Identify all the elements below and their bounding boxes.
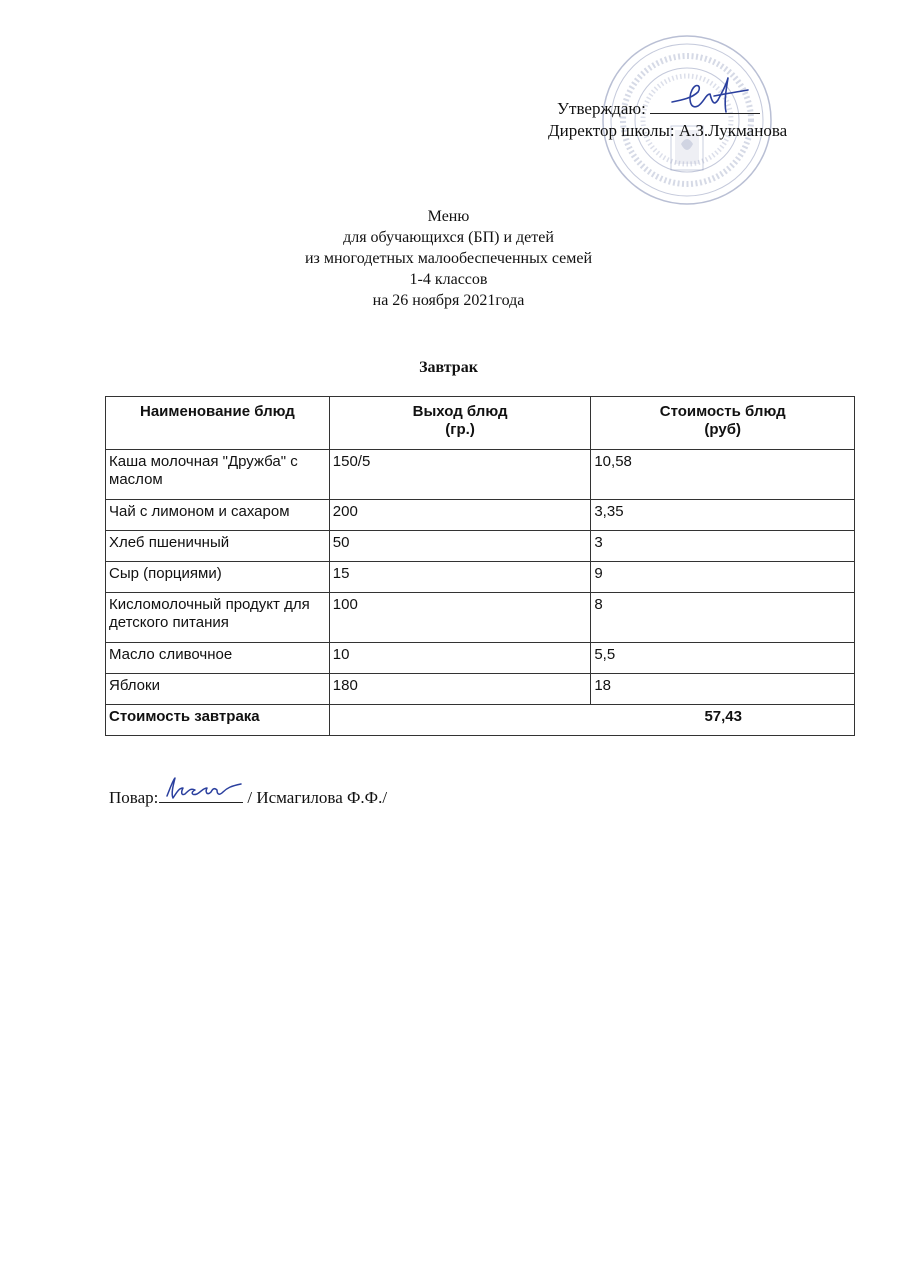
header-cost-text: Стоимость блюд xyxy=(659,403,786,420)
header-yield-text: Выход блюд xyxy=(412,403,508,420)
table-row xyxy=(106,593,855,643)
total-row xyxy=(106,705,855,736)
dish-name: Сыр (порциями) xyxy=(106,562,330,593)
heading-grades: 1-4 классов xyxy=(409,271,488,288)
dish-yield: 10 xyxy=(329,643,591,674)
menu-table xyxy=(105,396,855,736)
table-row xyxy=(106,674,855,705)
dish-cost: 10,58 xyxy=(591,450,855,500)
dish-cost: 9 xyxy=(591,562,855,593)
total-value: 57,43 xyxy=(329,705,854,736)
dish-name: Масло сливочное xyxy=(106,643,330,674)
table-row xyxy=(106,531,855,562)
dish-name: Чай с лимоном и сахаром xyxy=(106,500,330,531)
dish-name: Кисломолочный продукт для детского питания xyxy=(106,593,330,643)
cook-label: Повар: xyxy=(109,788,159,807)
dish-yield: 15 xyxy=(329,562,591,593)
heading-families: из многодетных малообеспеченных семей xyxy=(304,250,593,267)
dish-cost: 3,35 xyxy=(591,500,855,531)
dish-cost: 5,5 xyxy=(591,643,855,674)
dish-cost: 8 xyxy=(591,593,855,643)
heading-date: на 26 ноября 2021года xyxy=(372,292,525,309)
dish-name: Яблоки xyxy=(106,674,330,705)
header-cost-unit: (руб) xyxy=(704,421,741,438)
dish-name: Каша молочная "Дружба" с маслом xyxy=(106,450,330,500)
heading-title: Меню xyxy=(427,208,470,225)
approve-label: Утверждаю: xyxy=(557,99,646,118)
cook-signature-line xyxy=(159,784,243,803)
heading-audience: для обучающихся (БП) и детей xyxy=(343,229,554,246)
cook-signature xyxy=(161,774,243,802)
dish-yield: 180 xyxy=(329,674,591,705)
table-header-row xyxy=(106,397,855,450)
cook-name: / Исмагилова Ф.Ф./ xyxy=(247,788,388,807)
dish-name: Хлеб пшеничный xyxy=(106,531,330,562)
menu-heading xyxy=(0,206,897,311)
header-cost xyxy=(591,397,855,450)
header-yield-unit: (гр.) xyxy=(445,421,475,438)
table-row xyxy=(106,450,855,500)
dish-cost: 3 xyxy=(591,531,855,562)
meal-title: Завтрак xyxy=(419,359,478,376)
total-label: Стоимость завтрака xyxy=(106,705,330,736)
header-dish-name xyxy=(106,397,330,450)
table-row xyxy=(106,500,855,531)
dish-yield: 50 xyxy=(329,531,591,562)
director-signature xyxy=(668,72,750,118)
cook-line xyxy=(109,784,387,808)
director-line: Директор школы: А.З.Лукманова xyxy=(548,121,788,140)
table-row xyxy=(106,562,855,593)
dish-cost: 18 xyxy=(591,674,855,705)
header-dish-name-text: Наименование блюд xyxy=(139,403,295,420)
dish-yield: 150/5 xyxy=(329,450,591,500)
dish-yield: 200 xyxy=(329,500,591,531)
table-row xyxy=(106,643,855,674)
header-yield xyxy=(329,397,591,450)
dish-yield: 100 xyxy=(329,593,591,643)
